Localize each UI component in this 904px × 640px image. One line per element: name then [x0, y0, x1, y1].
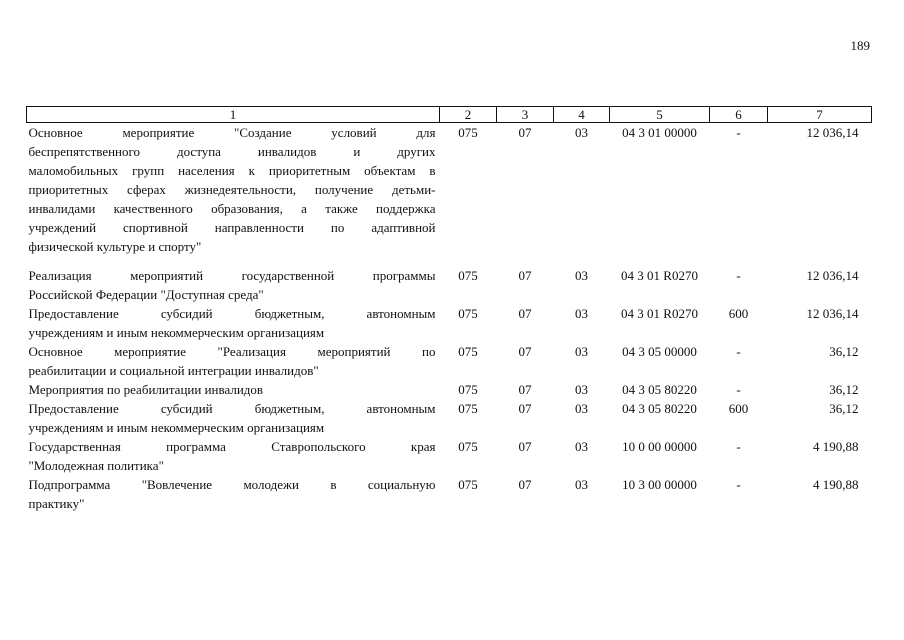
desc-line: Государственная программа Ставропольского края [28, 439, 436, 454]
header-col-6: 6 [710, 107, 768, 123]
budget-table [26, 106, 872, 513]
amount: 36,12 [829, 344, 859, 359]
desc-line: реабилитации и социальной интеграции инвалидов" [28, 363, 319, 378]
expense-type: - [736, 477, 741, 492]
desc-line: Реализация мероприятий государственной программы [28, 268, 436, 283]
grbs-code: 075 [458, 125, 478, 140]
grbs-code: 075 [458, 477, 478, 492]
desc-line: Мероприятия по реабилитации инвалидов [28, 382, 264, 397]
subsection-code: 03 [575, 439, 588, 454]
grbs-code: 075 [458, 306, 478, 321]
desc-line: Предоставление субсидий бюджетным, автономным [28, 306, 436, 321]
amount: 4 190,88 [813, 439, 859, 454]
target-article: 04 3 01 00000 [622, 125, 697, 140]
header-col-3: 3 [497, 107, 554, 123]
target-article: 04 3 01 R0270 [621, 306, 698, 321]
grbs-code: 075 [458, 382, 478, 397]
desc-line: Предоставление субсидий бюджетным, автономным [28, 401, 436, 416]
row-description [27, 342, 440, 380]
amount: 36,12 [829, 382, 859, 397]
section-code: 07 [518, 439, 532, 454]
grbs-code: 075 [458, 344, 478, 359]
desc-line: учреждениям и иным некоммерческим организациям [28, 325, 325, 340]
target-article: 10 0 00 00000 [622, 439, 697, 454]
desc-line: "Молодежная политика" [28, 458, 164, 473]
grbs-code: 075 [458, 401, 478, 416]
section-code: 07 [518, 268, 532, 283]
row-description [27, 266, 440, 304]
amount: 12 036,14 [806, 306, 859, 321]
desc-line: учреждений спортивной направленности по адаптивной [28, 220, 436, 235]
subsection-code: 03 [575, 306, 588, 321]
header-row [27, 107, 872, 123]
section-code: 07 [518, 477, 532, 492]
section-code: 07 [518, 401, 532, 416]
table-row [27, 123, 872, 267]
grbs-code: 075 [458, 268, 478, 283]
desc-line: приоритетных сферах жизнедеятельности, получение детьми- [28, 182, 436, 197]
desc-line: физической культуре и спорту" [28, 239, 202, 254]
desc-line: маломобильных групп населения к приоритетным объектам в [28, 163, 436, 178]
amount: 12 036,14 [806, 268, 859, 283]
expense-type: 600 [728, 306, 749, 321]
amount: 12 036,14 [806, 125, 859, 140]
expense-type: - [736, 439, 741, 454]
desc-line: инвалидами качественного образования, а также поддержка [28, 201, 436, 216]
target-article: 10 3 00 00000 [622, 477, 697, 492]
expense-type: 600 [728, 401, 749, 416]
row-description [27, 304, 440, 342]
table-row [27, 304, 872, 342]
header-col-4: 4 [554, 107, 610, 123]
header-col-5: 5 [610, 107, 710, 123]
table-row [27, 475, 872, 513]
subsection-code: 03 [575, 382, 588, 397]
desc-line: беспрепятственного доступа инвалидов и других [28, 144, 436, 159]
header-col-1: 1 [27, 107, 440, 123]
section-code: 07 [518, 306, 532, 321]
amount: 4 190,88 [813, 477, 859, 492]
expense-type: - [736, 125, 741, 140]
page-number: 189 [850, 38, 870, 53]
subsection-code: 03 [575, 344, 588, 359]
desc-line: учреждениям и иным некоммерческим организациям [28, 420, 325, 435]
subsection-code: 03 [575, 401, 588, 416]
desc-line: Подпрограмма "Вовлечение молодежи в социальную [28, 477, 436, 492]
subsection-code: 03 [575, 125, 588, 140]
section-code: 07 [518, 125, 532, 140]
subsection-code: 03 [575, 477, 588, 492]
row-description [27, 475, 440, 513]
desc-line: Основное мероприятие "Создание условий для [28, 125, 436, 140]
table-row [27, 399, 872, 437]
target-article: 04 3 01 R0270 [621, 268, 698, 283]
row-description [27, 123, 440, 267]
expense-type: - [736, 382, 741, 397]
table-row [27, 380, 872, 399]
header-col-7: 7 [768, 107, 872, 123]
row-description [27, 399, 440, 437]
section-code: 07 [518, 382, 532, 397]
row-description [27, 437, 440, 475]
target-article: 04 3 05 00000 [622, 344, 697, 359]
table-row [27, 342, 872, 380]
row-description [27, 380, 440, 399]
subsection-code: 03 [575, 268, 588, 283]
amount: 36,12 [829, 401, 859, 416]
table-row [27, 266, 872, 304]
desc-line: Российской Федерации "Доступная среда" [28, 287, 264, 302]
header-col-2: 2 [440, 107, 497, 123]
section-code: 07 [518, 344, 532, 359]
desc-line: практику" [28, 496, 85, 511]
target-article: 04 3 05 80220 [622, 401, 697, 416]
desc-line: Основное мероприятие "Реализация мероприятий по [28, 344, 436, 359]
table-row [27, 437, 872, 475]
expense-type: - [736, 268, 741, 283]
grbs-code: 075 [458, 439, 478, 454]
target-article: 04 3 05 80220 [622, 382, 697, 397]
expense-type: - [736, 344, 741, 359]
